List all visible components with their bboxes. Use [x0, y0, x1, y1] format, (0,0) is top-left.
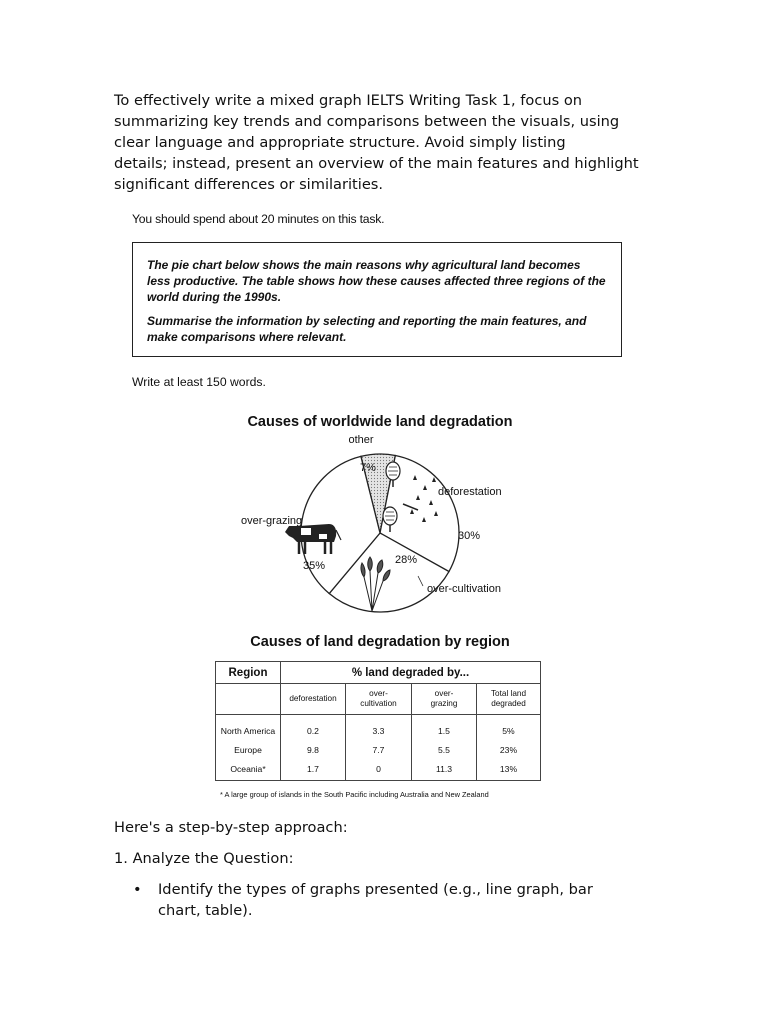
col-header-total: Total land degraded — [477, 684, 541, 715]
col-header-over-grazing: over- grazing — [412, 684, 477, 715]
pie-slice-value: 35% — [302, 560, 326, 572]
pie-chart-title: Causes of worldwide land degradation — [247, 414, 513, 430]
word-count-instruction: Write at least 150 words. — [132, 375, 266, 389]
cell-deforestation: 0.2 — [281, 715, 346, 741]
task-instruction: Summarise the information by selecting and reporting the main features, and make comparisons where relevant. — [147, 314, 587, 344]
cell-over-grazing: 11.3 — [412, 759, 477, 781]
empty-header-cell — [216, 684, 281, 715]
pie-slice-label: other — [348, 434, 374, 446]
time-instruction: You should spend about 20 minutes on this task. — [132, 212, 385, 226]
cell-over-cultivation: 3.3 — [346, 715, 412, 741]
task-prompt: The pie chart below shows the main reasons why agricultural land becomes less productive. The table shows how these causes affected three regions of the world during the 1990s. — [147, 258, 606, 304]
pie-slice-value: 7% — [360, 462, 376, 474]
cell-total: 5% — [477, 715, 541, 741]
table-row — [216, 759, 541, 781]
intro-line: To effectively write a mixed graph IELTS Writing Task 1, focus on — [114, 92, 583, 109]
cell-deforestation: 1.7 — [281, 759, 346, 781]
col-header-deforestation: deforestation — [281, 684, 346, 715]
intro-paragraph — [114, 90, 674, 195]
table-footnote: * A large group of islands in the South Pacific including Australia and New Zealand — [220, 790, 489, 799]
intro-line: clear language and appropriate structure. Avoid simply listing — [114, 134, 566, 151]
pie-slice-value: 30% — [457, 530, 481, 542]
bullet-icon: • — [133, 881, 142, 898]
intro-line: summarizing key trends and comparisons between the visuals, using — [114, 113, 620, 130]
intro-line: significant differences or similarities. — [114, 176, 384, 193]
intro-line: details; instead, present an overview of the main features and highlight — [114, 155, 639, 172]
task-figure — [120, 205, 640, 805]
table-title: Causes of land degradation by region — [250, 634, 510, 650]
pie-chart — [220, 434, 540, 618]
group-header: % land degraded by... — [281, 662, 541, 684]
steps-intro: Here's a step-by-step approach: — [114, 819, 348, 836]
cell-over-grazing: 5.5 — [412, 740, 477, 759]
step-one-heading: 1. Analyze the Question: — [114, 850, 294, 867]
region-name: Oceania* — [216, 759, 281, 781]
list-item-text: Identify the types of graphs presented (e.g., line graph, bar chart, table). — [158, 881, 593, 919]
region-name: Europe — [216, 740, 281, 759]
cell-over-grazing: 1.5 — [412, 715, 477, 741]
cell-deforestation: 9.8 — [281, 740, 346, 759]
cell-total: 13% — [477, 759, 541, 781]
pie-slice-label: over-cultivation — [427, 583, 501, 595]
pie-slice-label: deforestation — [438, 486, 502, 498]
cell-over-cultivation: 0 — [346, 759, 412, 781]
pie-slice-value: 28% — [394, 554, 418, 566]
cell-total: 23% — [477, 740, 541, 759]
table-row — [216, 715, 541, 741]
cell-over-cultivation: 7.7 — [346, 740, 412, 759]
task-prompt-box — [132, 242, 622, 357]
table-row — [216, 740, 541, 759]
region-name: North America — [216, 715, 281, 741]
col-header-over-cultivation: over- cultivation — [346, 684, 412, 715]
region-table — [215, 661, 541, 781]
region-header: Region — [216, 662, 281, 684]
pie-slice-label: over-grazing — [241, 515, 303, 527]
